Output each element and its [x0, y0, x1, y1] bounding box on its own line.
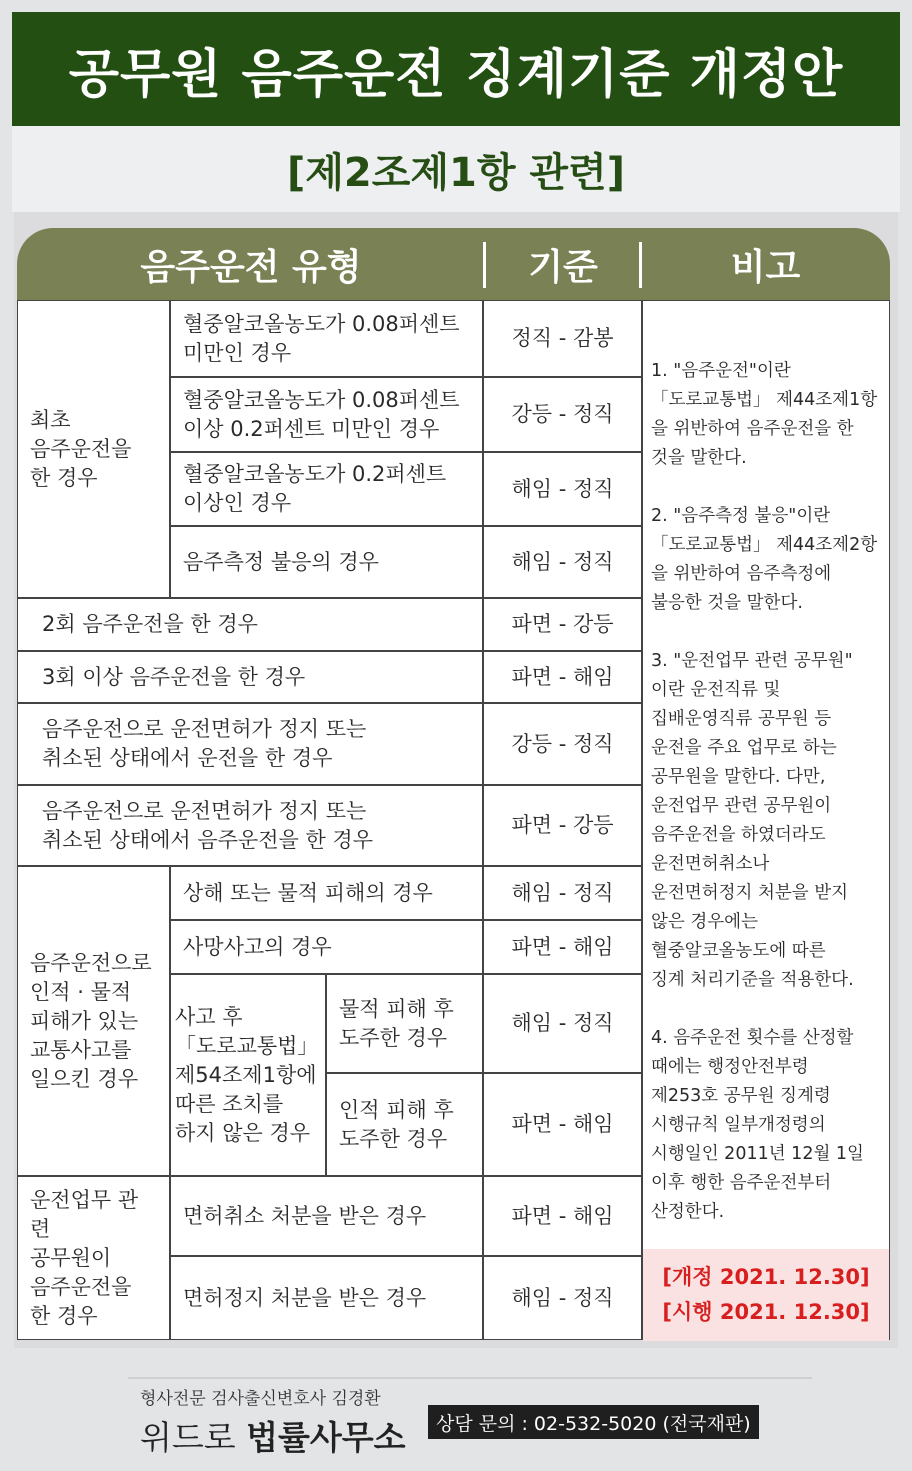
remark-note: 1. "음주운전"이란 「도로교통법」 제44조제1항 을 위반하여 음주운전을 한 것을 말한다. — [651, 361, 878, 468]
amended-date: [개정 2021. 12.30] — [662, 1265, 870, 1289]
disciplinary-table — [17, 300, 890, 1340]
remark-note: 3. "운전업무 관련 공무원" 이란 운전직류 및 집배운영직류 공무원 등 운전을 주요 업무로 하는 공무원을 말한다. 다만, 운전업무 관련 공무원이 음주운전을 하였더라도 운전면허취소나 운전면허정지 처분을 받지 않은 경우에는 혈중알코올농도에 따른 징계 처리기준을 적용한다. — [651, 651, 854, 990]
firm-name-bold: 법률사무소 — [246, 1418, 406, 1457]
header-type: 음주운전 유형 — [140, 246, 362, 288]
firm-name-prefix: 위드로 — [140, 1418, 247, 1457]
subtitle-band — [12, 126, 900, 212]
row-standard: 파면 - 강등 — [483, 598, 642, 651]
row-standard: 해임 - 정직 — [483, 866, 642, 920]
footer-divider — [128, 1377, 812, 1379]
row-standard: 파면 - 해임 — [483, 920, 642, 974]
enforced-date: [시행 2021. 12.30] — [662, 1300, 870, 1324]
row-desc: 면허정지 처분을 받은 경우 — [170, 1256, 483, 1340]
row-desc: 사망사고의 경우 — [170, 920, 483, 974]
row-desc: 혈중알코올농도가 0.2퍼센트 이상인 경우 — [170, 452, 483, 526]
row-standard: 파면 - 해임 — [483, 1073, 642, 1176]
group-accident-no-action: 사고 후 「도로교통법」 제54조제1항에 따른 조치를 하지 않은 경우 — [170, 974, 326, 1176]
row-desc: 혈중알코올농도가 0.08퍼센트 미만인 경우 — [170, 300, 483, 377]
page-subtitle: [제2조제1항 관련] — [287, 149, 625, 196]
remark-note: 2. "음주측정 불응"이란 「도로교통법」 제44조제2항 을 위반하여 음주측정에 불응한 것을 말한다. — [651, 506, 878, 613]
row-standard: 해임 - 정직 — [483, 452, 642, 526]
row-desc: 2회 음주운전을 한 경우 — [17, 598, 483, 651]
row-standard: 해임 - 정직 — [483, 974, 642, 1073]
row-desc: 인적 피해 후 도주한 경우 — [326, 1073, 483, 1176]
row-desc: 음주운전으로 운전면허가 정지 또는 취소된 상태에서 운전을 한 경우 — [17, 703, 483, 785]
row-desc: 음주운전으로 운전면허가 정지 또는 취소된 상태에서 음주운전을 한 경우 — [17, 785, 483, 866]
title-banner — [12, 12, 900, 126]
row-standard: 파면 - 해임 — [483, 651, 642, 703]
firm-tagline: 형사전문 검사출신변호사 김경환 — [140, 1389, 381, 1409]
group-first-offense: 최초 음주운전을 한 경우 — [17, 300, 170, 598]
header-remarks: 비고 — [730, 246, 801, 288]
row-desc: 혈중알코올농도가 0.08퍼센트 이상 0.2퍼센트 미만인 경우 — [170, 377, 483, 452]
revision-stamp — [643, 1249, 889, 1341]
row-standard: 파면 - 해임 — [483, 1176, 642, 1256]
header-standard: 기준 — [528, 246, 598, 288]
row-standard: 파면 - 강등 — [483, 785, 642, 866]
row-desc: 음주측정 불응의 경우 — [170, 526, 483, 598]
page-title: 공무원 음주운전 징계기준 개정안 — [68, 44, 844, 105]
row-desc: 상해 또는 물적 피해의 경우 — [170, 866, 483, 920]
row-standard: 강등 - 정직 — [483, 703, 642, 785]
row-desc: 3회 이상 음주운전을 한 경우 — [17, 651, 483, 703]
remark-note: 4. 음주운전 횟수를 산정할 때에는 행정안전부령 제253호 공무원 징계령 시행규칙 일부개정령의 시행일인 2011년 12월 1일 이후 행한 음주운전부터 산정한다. — [651, 1028, 864, 1222]
row-standard: 정직 - 감봉 — [483, 300, 642, 377]
remarks-column — [642, 300, 890, 1340]
firm-name — [140, 1412, 406, 1459]
row-desc: 면허취소 처분을 받은 경우 — [170, 1176, 483, 1256]
group-accident: 음주운전으로 인적 · 물적 피해가 있는 교통사고를 일으킨 경우 — [17, 866, 170, 1176]
table-header — [17, 228, 890, 300]
row-standard: 해임 - 정직 — [483, 1256, 642, 1340]
row-standard: 해임 - 정직 — [483, 526, 642, 598]
group-driving-official: 운전업무 관련 공무원이 음주운전을 한 경우 — [17, 1176, 170, 1340]
contact-badge: 상담 문의 : 02-532-5020 (전국재판) — [428, 1405, 759, 1439]
row-standard: 강등 - 정직 — [483, 377, 642, 452]
row-desc: 물적 피해 후 도주한 경우 — [326, 974, 483, 1073]
